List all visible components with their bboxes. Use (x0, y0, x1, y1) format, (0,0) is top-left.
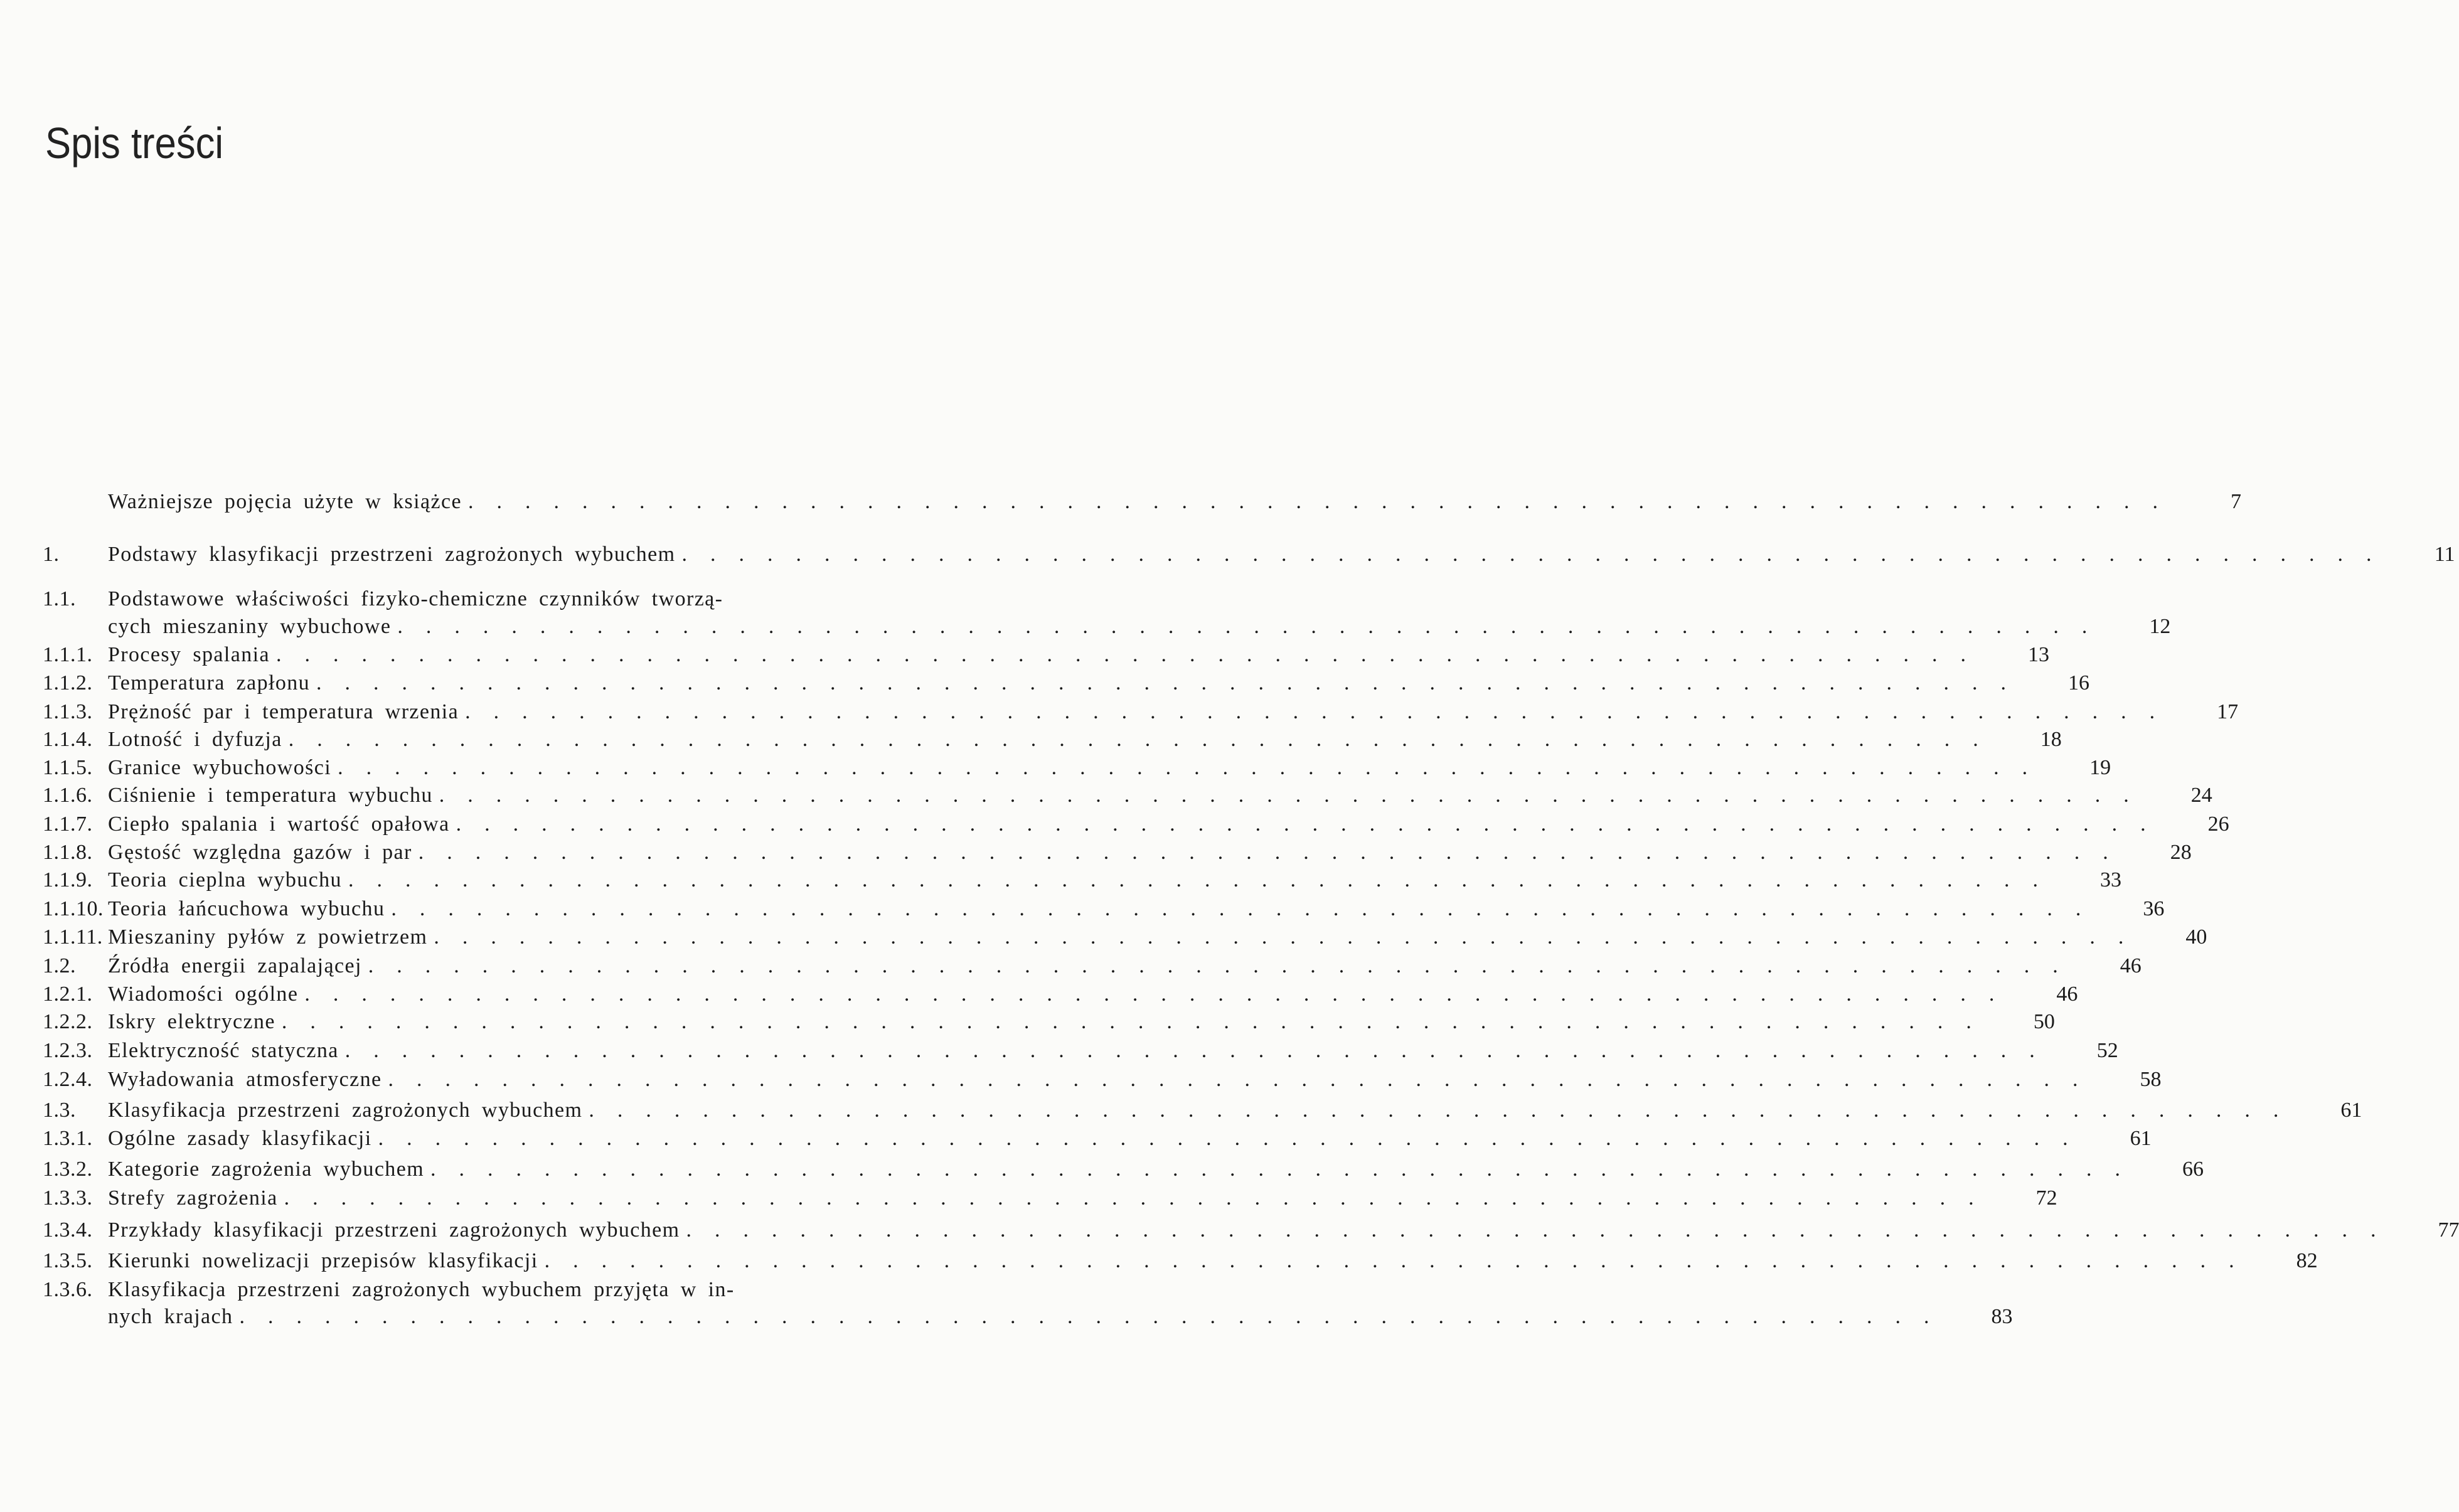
entry-number: 1.1.7. (43, 812, 93, 836)
entry-title: Ogólne zasady klasyfikacji (108, 1127, 372, 1150)
entry-title: Granice wybuchowości (108, 756, 332, 779)
page-number: 46 (2120, 954, 2142, 977)
page-number: 17 (2217, 700, 2239, 723)
page-number: 11 (2434, 543, 2455, 566)
toc-entry (43, 1008, 2055, 1036)
entry-number: 1.3.1. (43, 1127, 93, 1150)
toc-entry (43, 839, 2192, 866)
entry-number: 1.1.6. (43, 784, 93, 807)
toc-entry (43, 1185, 2057, 1212)
entry-number: 1.1.11. (43, 925, 103, 949)
entry-number: 1.2. (43, 954, 76, 977)
page-number: 46 (2056, 982, 2078, 1006)
toc-entry (43, 1037, 2118, 1065)
entry-title: Mieszaniny pyłów z powietrzem (108, 925, 428, 949)
page-number: 36 (2143, 897, 2165, 920)
dot-leader: ............................................................ (686, 1218, 2399, 1242)
entry-title: Klasyfikacja przestrzeni zagrożonych wybuchem przyjęta w in- (108, 1278, 735, 1301)
toc-entry (43, 895, 2165, 923)
dot-leader: ............................................................ (316, 671, 2030, 695)
page-number: 12 (2149, 615, 2171, 638)
dot-leader: ............................................................ (418, 841, 2131, 864)
dot-leader: ............................................................ (368, 954, 2081, 977)
page-number: 77 (2438, 1218, 2459, 1242)
entry-number: 1.2.4. (43, 1068, 93, 1091)
toc-entry (43, 726, 2062, 753)
entry-number: 1.3.4. (43, 1218, 93, 1242)
toc-entry (43, 488, 2241, 516)
entry-number: 1.3.5. (43, 1249, 93, 1272)
dot-leader: ............................................................ (378, 1127, 2091, 1150)
entry-number: 1.2.2. (43, 1010, 93, 1033)
entry-number: 1. (43, 543, 60, 566)
toc-entry (43, 981, 2078, 1008)
toc-entry (43, 585, 881, 613)
entry-number: 1.1.4. (43, 728, 93, 751)
toc-entry (43, 1156, 2204, 1183)
toc-entry (43, 698, 2239, 726)
dot-leader: ............................................................ (239, 1305, 1953, 1328)
dot-leader: ............................................................ (388, 1068, 2101, 1091)
page-number: 19 (2089, 756, 2111, 779)
page-number: 28 (2170, 841, 2192, 864)
toc-entry (43, 1247, 2318, 1275)
page-number: 18 (2040, 728, 2062, 751)
dot-leader: ............................................................ (544, 1249, 2258, 1272)
dot-leader: ............................................................ (344, 1039, 2058, 1062)
entry-title: Wyładowania atmosferyczne (108, 1068, 382, 1091)
entry-number: 1.1.3. (43, 700, 93, 723)
entry-title: Strefy zagrożenia (108, 1186, 278, 1210)
toc-entry (43, 782, 2212, 809)
entry-number: 1.1.1. (43, 643, 93, 666)
toc-entry (43, 866, 2121, 894)
entry-title: Klasyfikacja przestrzeni zagrożonych wybuchem (108, 1099, 583, 1122)
entry-number: 1.3. (43, 1099, 76, 1122)
page-number: 58 (2140, 1068, 2162, 1091)
page-number: 13 (2027, 643, 2049, 666)
toc-entry (43, 924, 2207, 951)
entry-title: Ciepło spalania i wartość opałowa (108, 812, 450, 836)
page-number: 83 (1991, 1305, 2013, 1328)
dot-leader: ............................................................ (348, 868, 2061, 892)
dot-leader: ............................................................ (589, 1099, 2302, 1122)
page-number: 61 (2130, 1127, 2152, 1150)
entry-title: nych krajach (108, 1305, 233, 1328)
entry-title: Wiadomości ogólne (108, 982, 299, 1006)
entry-title: Temperatura zapłonu (108, 671, 311, 695)
toc-entry (43, 1303, 2013, 1331)
dot-leader: ............................................................ (467, 490, 2181, 513)
toc-entry (43, 1217, 2459, 1244)
entry-title: Iskry elektryczne (108, 1010, 275, 1033)
dot-leader: ............................................................ (391, 897, 2104, 920)
page-number: 82 (2296, 1249, 2318, 1272)
page-number: 7 (2230, 490, 2241, 513)
toc-entry (43, 1097, 2362, 1124)
entry-number: 1.1.8. (43, 841, 93, 864)
entry-title: Przykłady klasyfikacji przestrzeni zagrożonych wybuchem (108, 1218, 680, 1242)
entry-title: Podstawowe właściwości fizyko-chemiczne czynników tworzą- (108, 587, 723, 610)
entry-title: Teoria łańcuchowa wybuchu (108, 897, 385, 920)
dot-leader: ............................................................ (456, 812, 2169, 836)
dot-leader: ............................................................ (681, 543, 2395, 566)
dot-leader: ............................................................ (281, 1010, 1995, 1033)
toc-entry (43, 1066, 2162, 1094)
dot-leader: ............................................................ (338, 756, 2051, 779)
entry-number: 1.2.3. (43, 1039, 93, 1062)
entry-title: Kategorie zagrożenia wybuchem (108, 1158, 425, 1181)
entry-number: 1.2.1. (43, 982, 93, 1006)
page-number: 50 (2033, 1010, 2055, 1033)
entry-title: cych mieszaniny wybuchowe (108, 615, 392, 638)
dot-leader: ............................................................ (397, 615, 2111, 638)
page-number: 40 (2185, 925, 2207, 949)
entry-title: Prężność par i temperatura wrzenia (108, 700, 459, 723)
page-title: Spis treści (45, 119, 224, 168)
toc-entry (43, 641, 2049, 669)
toc-entry (43, 541, 2455, 568)
dot-leader: ............................................................ (430, 1158, 2144, 1181)
entry-number: 1.3.2. (43, 1158, 93, 1181)
page-number: 72 (2035, 1186, 2057, 1210)
page-number: 24 (2190, 784, 2212, 807)
entry-title: Elektryczność statyczna (108, 1039, 339, 1062)
toc-entry (43, 669, 2090, 697)
entry-title: Ważniejsze pojęcia użyte w książce (108, 490, 462, 513)
dot-leader: ............................................................ (275, 643, 1989, 666)
entry-number: 1.1.10. (43, 897, 104, 920)
entry-title: Kierunki nowelizacji przepisów klasyfikacji (108, 1249, 538, 1272)
page-number: 33 (2099, 868, 2121, 892)
toc-entry (43, 754, 2111, 782)
entry-title: Podstawy klasyfikacji przestrzeni zagrożonych wybuchem (108, 543, 676, 566)
entry-number: 1.3.3. (43, 1186, 93, 1210)
toc-entry (43, 952, 2142, 980)
entry-title: Teoria cieplna wybuchu (108, 868, 342, 892)
dot-leader: ............................................................ (434, 925, 2147, 949)
page-number: 26 (2207, 812, 2229, 836)
dot-leader: ............................................................ (304, 982, 2018, 1006)
entry-title: Ciśnienie i temperatura wybuchu (108, 784, 433, 807)
dot-leader: ............................................................ (284, 1186, 1997, 1210)
entry-title: Gęstość względna gazów i par (108, 841, 412, 864)
toc-entry (43, 811, 2229, 838)
entry-number: 1.3.6. (43, 1278, 93, 1301)
dot-leader: ............................................................ (439, 784, 2152, 807)
toc-entry (43, 1276, 881, 1304)
page-number: 16 (2068, 671, 2090, 695)
entry-number: 1.1.2. (43, 671, 93, 695)
entry-number: 1.1.5. (43, 756, 93, 779)
entry-number: 1.1.9. (43, 868, 93, 892)
page-number: 61 (2340, 1099, 2362, 1122)
dot-leader: ............................................................ (288, 728, 2002, 751)
entry-title: Źródła energii zapalającej (108, 954, 362, 977)
entry-title: Lotność i dyfuzja (108, 728, 282, 751)
toc-entry (43, 1125, 2152, 1153)
dot-leader: ............................................................ (465, 700, 2179, 723)
toc-entry (43, 613, 2171, 641)
page-number: 66 (2182, 1158, 2204, 1181)
entry-number: 1.1. (43, 587, 76, 610)
entry-title: Procesy spalania (108, 643, 270, 666)
page-number: 52 (2096, 1039, 2118, 1062)
